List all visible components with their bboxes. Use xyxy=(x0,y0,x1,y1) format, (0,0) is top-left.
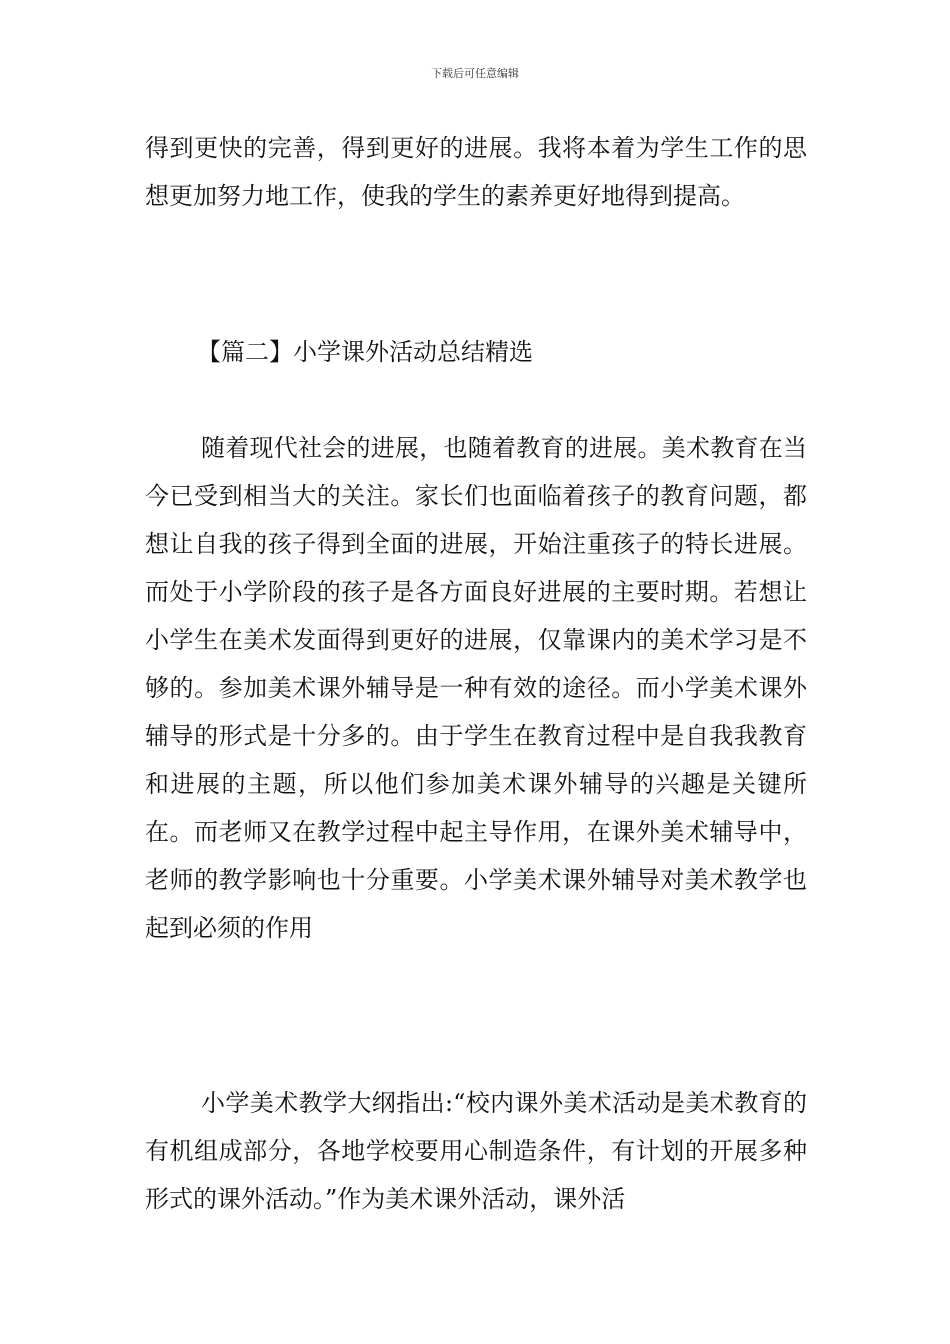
paragraph-2: 随着现代社会的进展，也随着教育的进展。美术教育在当今已受到相当大的关注。家长们也面临着孩子的教育问题，都想让自我的孩子得到全面的进展，开始注重孩子的特长进展。而处于小学阶段的孩子是各方面良好进展的主要时期。若想让小学生在美术发面得到更好的进展，仅靠课内的美术学习是不够的。参加美术课外辅导是一种有效的途径。而小学美术课外辅导的形式是十分多的。由于学生在教育过程中是自我我教育和进展的主题，所以他们参加美术课外辅导的兴趣是关键所在。而老师又在教学过程中起主导作用，在课外美术辅导中，老师的教学影响也十分重要。小学美术课外辅导对美术教学也起到必须的作用 xyxy=(145,434,807,942)
page-header-note: 下载后可任意编辑 xyxy=(431,67,519,80)
paragraph-3: 小学美术教学大纲指出:“校内课外美术活动是美术教育的有机组成部分，各地学校要用心制造条件，有计划的开展多种形式的课外活动。”作为美术课外活动，课外活 xyxy=(145,1089,807,1213)
paragraph-continued: 得到更快的完善，得到更好的进展。我将本着为学生工作的思想更加努力地工作，使我的学生的素养更好地得到提高。 xyxy=(145,134,807,210)
section-heading: 【篇二】小学课外活动总结精选 xyxy=(197,338,533,366)
